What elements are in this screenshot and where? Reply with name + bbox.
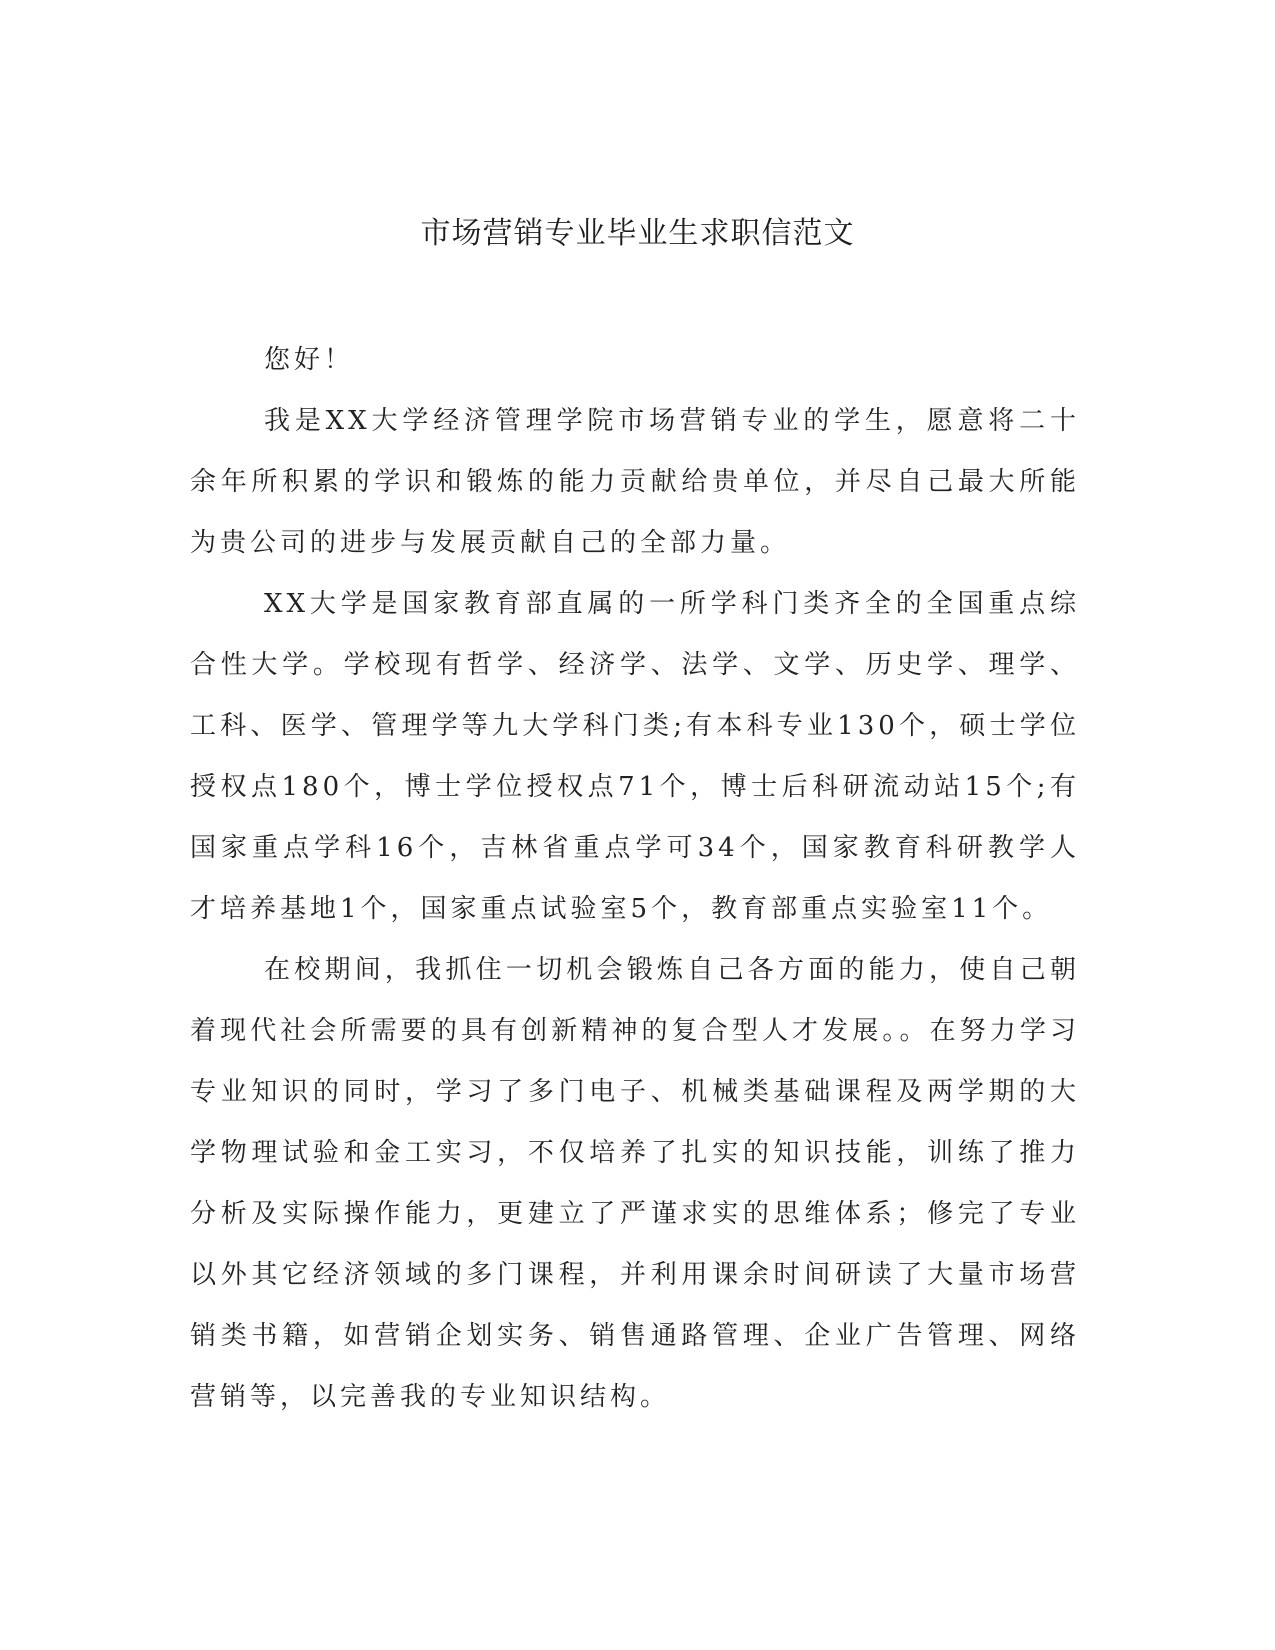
document-title: 市场营销专业毕业生求职信范文 — [420, 216, 855, 251]
paragraph-study: 在校期间，我抓住一切机会锻炼自己各方面的能力，使自己朝着现代社会所需要的具有创新精神的复合型人才发展。。在努力学习专业知识的同时，学习了多门电子、机械类基础课程及两学期的大学物理试验和金工实习，不仅培养了扎实的知识技能，训练了推力分析及实际操作能力，更建立了严谨求实的思维体系；修完了专业以外其它经济领域的多门课程，并利用课余时间研读了大量市场营销类书籍，如营销企划实务、销售通路管理、企业广告管理、网络营销等，以完善我的专业知识结构。 — [190, 955, 1080, 1412]
paragraph-intro: 我是XX大学经济管理学院市场营销专业的学生，愿意将二十余年所积累的学识和锻炼的能力贡献给贵单位，并尽自己最大所能为贵公司的进步与发展贡献自己的全部力量。 — [190, 406, 1080, 558]
paragraph-university: XX大学是国家教育部直属的一所学科门类齐全的全国重点综合性大学。学校现有哲学、经济学、法学、文学、历史学、理学、工科、医学、管理学等九大学科门类;有本科专业130个，硕士学位授权点180个，博士学位授权点71个，博士后科研流动站15个;有国家重点学科16个，吉林省重点学可34个，国家教育科研教学人才培养基地1个，国家重点试验室5个，教育部重点实验室11个。 — [190, 589, 1080, 924]
document-body — [190, 330, 1080, 1428]
greeting: 您好！ — [264, 345, 355, 375]
